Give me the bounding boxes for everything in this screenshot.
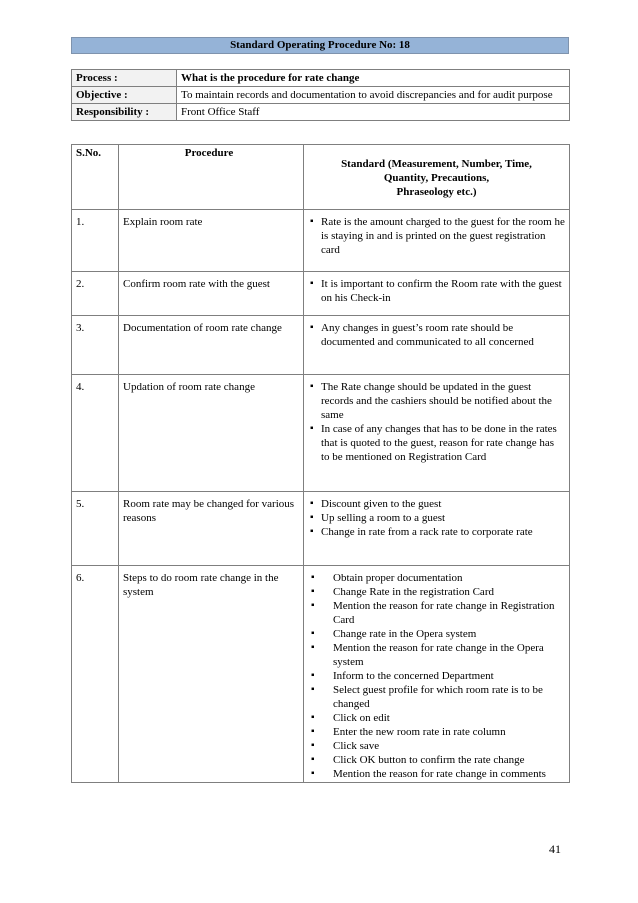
- standard-list: [308, 321, 565, 349]
- row-standard: [304, 375, 570, 492]
- header-standard-line1: Standard (Measurement, Number, Time,: [341, 158, 532, 170]
- standard-item: ▪ Mention the reason for rate change in comments: [308, 767, 565, 781]
- objective-row: [72, 87, 570, 104]
- standard-item: ▪ Discount given to the guest: [308, 497, 565, 511]
- header-procedure: Procedure: [119, 145, 304, 210]
- standard-item: ▪ Select guest profile for which room rate is to be changed: [308, 683, 565, 711]
- table-row: [72, 272, 570, 316]
- row-sno: 6.: [72, 566, 119, 783]
- row-sno: 3.: [72, 316, 119, 375]
- standard-item: ▪ Enter the new room rate in rate column: [308, 725, 565, 739]
- standard-item: ▪ Up selling a room to a guest: [308, 511, 565, 525]
- header-standard-line3: Phraseology etc.): [396, 186, 477, 198]
- row-standard: [304, 272, 570, 316]
- responsibility-row: [72, 104, 570, 121]
- sop-meta-table: [71, 69, 570, 121]
- row-procedure: Room rate may be changed for various reasons: [119, 492, 304, 566]
- standard-item: ▪ Click save: [308, 739, 565, 753]
- standard-item: ▪ Click on edit: [308, 711, 565, 725]
- sop-title: Standard Operating Procedure No: 18: [71, 37, 569, 54]
- standard-item: ▪ It is important to confirm the Room rate with the guest on his Check-in: [308, 277, 565, 305]
- row-procedure: Steps to do room rate change in the system: [119, 566, 304, 783]
- standard-item: ▪ Change Rate in the registration Card: [308, 585, 565, 599]
- standard-item: ▪ Inform to the concerned Department: [308, 669, 565, 683]
- standard-item: ▪ Obtain proper documentation: [308, 571, 565, 585]
- standard-item: ▪ The Rate change should be updated in the guest records and the cashiers should be notified about the same: [308, 380, 565, 422]
- standard-item: ▪ Mention the reason for rate change in Registration Card: [308, 599, 565, 627]
- standard-list: [308, 215, 565, 257]
- row-sno: 4.: [72, 375, 119, 492]
- row-procedure: Confirm room rate with the guest: [119, 272, 304, 316]
- row-standard: [304, 492, 570, 566]
- table-row: [72, 316, 570, 375]
- standard-item: ▪ Change in rate from a rack rate to corporate rate: [308, 525, 565, 539]
- page-number: 41: [549, 842, 561, 856]
- table-row: [72, 210, 570, 272]
- header-sno: S.No.: [72, 145, 119, 210]
- row-procedure: Updation of room rate change: [119, 375, 304, 492]
- standard-list: [308, 380, 565, 464]
- standard-list: [308, 497, 565, 539]
- standard-item: ▪ Mention the reason for rate change in the Opera system: [308, 641, 565, 669]
- standard-item: ▪ Rate is the amount charged to the guest for the room he is staying in and is printed on the guest registration card: [308, 215, 565, 257]
- row-standard: [304, 566, 570, 783]
- standard-item: ▪ In case of any changes that has to be done in the rates that is quoted to the guest, reason for rate change has to be mentioned on Registration Card: [308, 422, 565, 464]
- standard-item: ▪ Click OK button to confirm the rate change: [308, 753, 565, 767]
- table-row: [72, 566, 570, 783]
- responsibility-label: Responsibility :: [72, 104, 177, 121]
- standard-item: ▪ Change rate in the Opera system: [308, 627, 565, 641]
- row-procedure: Explain room rate: [119, 210, 304, 272]
- header-standard: [304, 145, 570, 210]
- procedure-table-body: [72, 210, 570, 783]
- standard-list: [308, 571, 565, 781]
- row-sno: 2.: [72, 272, 119, 316]
- row-procedure: Documentation of room rate change: [119, 316, 304, 375]
- row-sno: 1.: [72, 210, 119, 272]
- process-row: [72, 70, 570, 87]
- standard-list: [308, 277, 565, 305]
- procedure-table-header: [72, 145, 570, 210]
- table-row: [72, 375, 570, 492]
- process-value: What is the procedure for rate change: [177, 70, 570, 87]
- objective-value: To maintain records and documentation to avoid discrepancies and for audit purpose: [177, 87, 570, 104]
- procedure-table: [71, 144, 570, 783]
- row-sno: 5.: [72, 492, 119, 566]
- row-standard: [304, 316, 570, 375]
- objective-label: Objective :: [72, 87, 177, 104]
- table-row: [72, 492, 570, 566]
- standard-item: ▪ Any changes in guest’s room rate should be documented and communicated to all concerned: [308, 321, 565, 349]
- process-label: Process :: [72, 70, 177, 87]
- responsibility-value: Front Office Staff: [177, 104, 570, 121]
- row-standard: [304, 210, 570, 272]
- header-standard-line2: Quantity, Precautions,: [383, 172, 490, 184]
